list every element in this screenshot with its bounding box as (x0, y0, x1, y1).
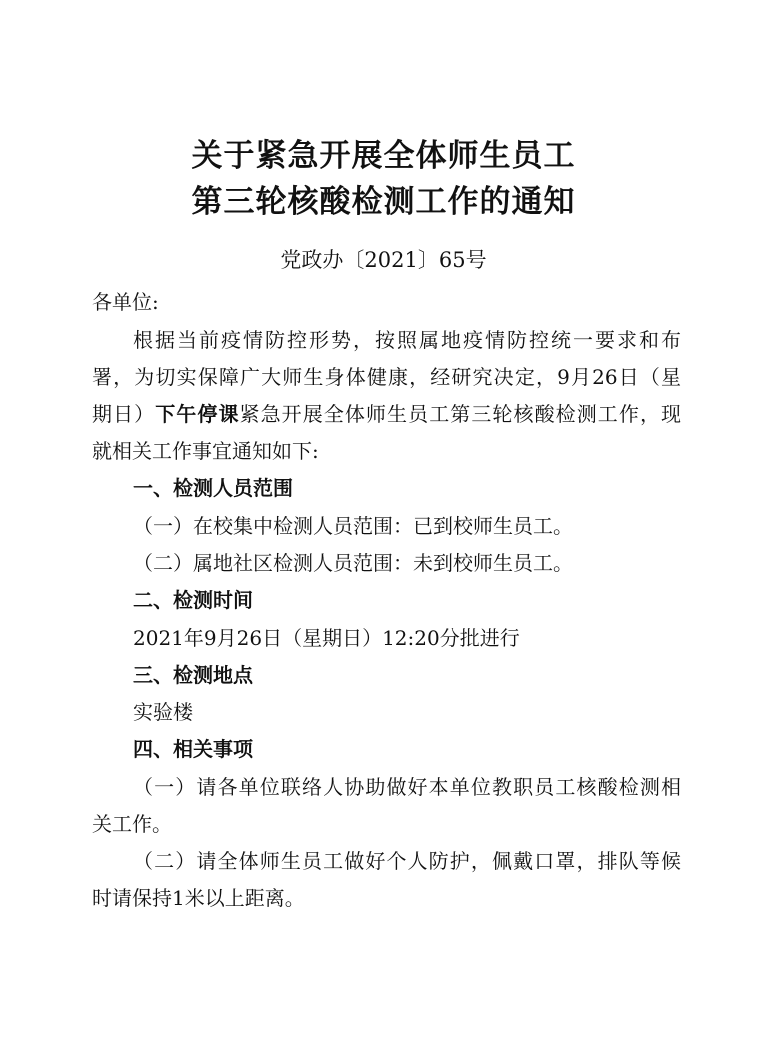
section-heading-2: 二、检测时间 (133, 588, 253, 612)
title-line-2: 第三轮核酸检测工作的通知 (191, 184, 576, 220)
section-1-item-1: （一）在校集中检测人员范围：已到校师生员工。 (133, 514, 573, 538)
section-heading-3: 三、检测地点 (133, 663, 253, 687)
document-number: 党政办〔2021〕65号 (280, 248, 487, 272)
intro-line-4: 就相关工作事宜通知如下: (92, 439, 319, 463)
intro-emphasis: 下午停课 (155, 402, 240, 426)
intro-line-3-end: 紧急开展全体师生员工第三轮核酸检测工作，现 (239, 402, 682, 426)
intro-line-3-start: 期日） (92, 402, 156, 426)
intro-line-2: 署，为切实保障广大师生身体健康，经研究决定，9月26日（星 (92, 365, 681, 389)
section-2-item-1: 2021年9月26日（星期日）12:20分批进行 (133, 626, 520, 650)
section-3-item-1: 实验楼 (133, 700, 193, 724)
section-1-item-2: （二）属地社区检测人员范围：未到校师生员工。 (133, 551, 573, 575)
title-line-1: 关于紧急开展全体师生员工 (191, 138, 576, 174)
section-heading-4: 四、相关事项 (133, 737, 253, 761)
section-heading-1: 一、检测人员范围 (133, 476, 293, 500)
section-4-item-1-line-1: （一）请各单位联络人协助做好本单位教职员工核酸检测相 (133, 775, 681, 799)
intro-line-1: 根据当前疫情防控形势，按照属地疫情防控统一要求和布 (133, 328, 681, 352)
section-4-item-1-line-2: 关工作。 (92, 812, 172, 836)
intro-line-3 (92, 398, 681, 427)
salutation: 各单位: (92, 290, 159, 314)
section-4-item-2-line-2: 时请保持1米以上距离。 (92, 886, 305, 910)
section-4-item-2-line-1: （二）请全体师生员工做好个人防护，佩戴口罩，排队等候 (133, 849, 681, 873)
